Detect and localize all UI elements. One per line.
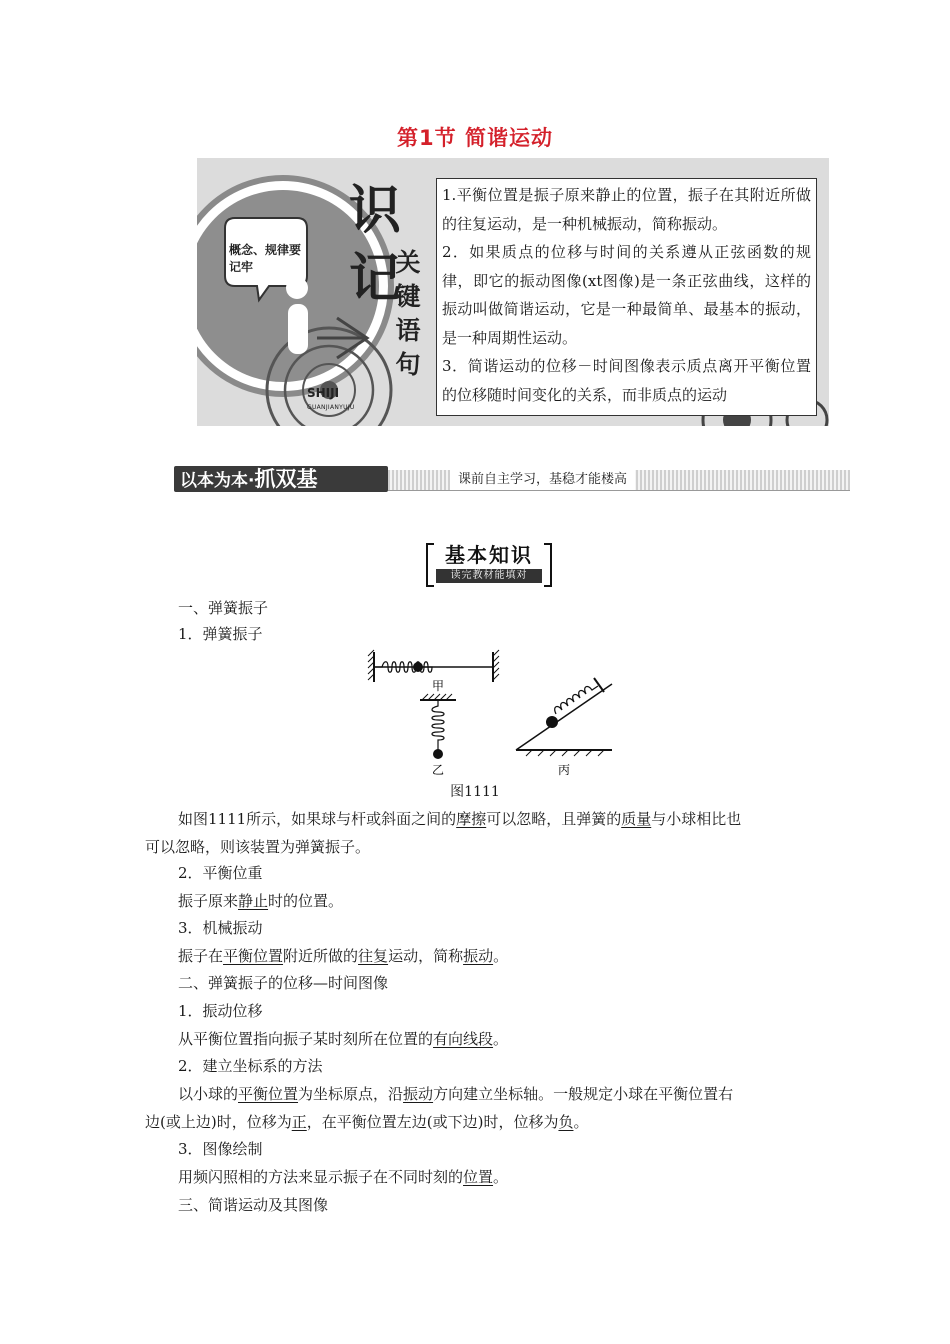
text-run: 。 [493,1168,509,1186]
text-run: 振子原来 [178,892,239,910]
guanjian-label: GUANJIANYUJU [307,404,355,411]
text-run: 从平衡位置指向振子某时刻所在位置的 [178,1030,434,1048]
text-run: 可以忽略，且弹簧的 [486,810,622,828]
heading-1-1: 1．弹簧振子 [178,625,263,643]
heading-1-3: 3．机械振动 [178,919,263,937]
vertical-char: 句 [395,350,421,379]
text-run: ，在平衡位置左边(或下边)时，位移为 [306,1113,559,1131]
bracket-left [426,543,434,587]
answer-blank: 振动 [403,1085,434,1103]
vertical-char: 语 [395,316,421,345]
section-header-bar [174,466,850,494]
answer-blank: 位置 [463,1168,494,1186]
key-points-box [436,178,817,416]
section-stripe [388,470,850,491]
key-point: 1.平衡位置是振子原来静止的位置，振子在其附近所做的往复运动，是一种机械振动，简称振动。 [442,186,811,233]
paragraph-line [178,945,508,967]
shiji-label: SHIJI [307,386,340,400]
text-run: 为坐标原点，沿 [298,1085,404,1103]
paragraph-line [178,808,741,830]
text-run: 时的位置。 [268,892,344,910]
text-run: 。 [493,947,509,965]
page-title: 第1节 简谐运动 [397,126,553,150]
answer-blank: 平衡位置 [238,1085,299,1103]
label-yi: 乙 [432,763,445,777]
answer-blank: 平衡位置 [223,947,284,965]
heading-2: 二、弹簧振子的位移—时间图像 [178,974,389,992]
bracket-right [544,543,552,587]
paragraph-line [145,1111,588,1133]
spring-oscillator-figure [366,648,616,778]
section-label [174,466,388,492]
paragraph-line: 可以忽略，则该装置为弹簧振子。 [145,838,371,856]
answer-blank: 往复 [358,947,389,965]
paragraph-line [178,1083,733,1105]
figure-caption: 图1111 [450,784,500,800]
heading-1-2: 2．平衡位重 [178,864,263,882]
answer-blank: 正 [291,1113,307,1131]
text-run: 以小球的 [178,1085,239,1103]
heading-3: 三、简谐运动及其图像 [178,1196,329,1214]
answer-blank: 负 [558,1113,574,1131]
answer-blank: 静止 [238,892,269,910]
text-run: 振子在 [178,947,224,965]
label-bing: 丙 [558,763,571,777]
answer-blank: 振动 [463,947,494,965]
paragraph-line [178,1166,508,1188]
answer-blank: 有向线段 [433,1030,494,1048]
label-jia: 甲 [432,679,445,693]
section-label-prefix: 以本为本· [180,471,255,491]
section-caption: 课前自主学习，基稳才能楼高 [450,470,635,490]
paragraph-line [178,890,343,912]
text-run: 边(或上边)时，位移为 [145,1113,292,1131]
text-run: 附近所做的 [283,947,359,965]
heading-1: 一、弹簧振子 [178,599,269,617]
key-points-banner [197,158,829,426]
answer-blank: 摩擦 [456,810,487,828]
vertical-char: 关 [395,248,421,277]
key-point: 2．如果质点的位移与时间的关系遵从正弦函数的规律，即它的振动图像(xt图像)是一条正弦曲线，这样的振动叫做简谐运动，它是一种最简单、最基本的振动，是一种周期性运动。 [442,243,811,347]
badge-title: 基本知识 [445,543,533,567]
vertical-key-phrase [395,246,421,382]
text-run: 方向建立坐标轴。一般规定小球在平衡位置右 [433,1085,734,1103]
badge-subtitle: 读完教材能填对 [436,569,542,583]
basic-knowledge-badge [426,543,552,585]
text-run: 运动，简称 [388,947,464,965]
text-run: 与小球相比也 [651,810,742,828]
paragraph-line [178,1028,508,1050]
big-char-ji: 记 [349,249,402,309]
heading-2-2: 2．建立坐标系的方法 [178,1057,323,1075]
answer-blank: 质量 [621,810,652,828]
heading-2-3: 3．图像绘制 [178,1140,263,1158]
text-run: 。 [573,1113,589,1131]
text-run: 。 [493,1030,509,1048]
text-run: 如图1111所示，如果球与杆或斜面之间的 [178,810,457,828]
big-char-shi: 识 [349,181,402,241]
heading-2-1: 1．振动位移 [178,1002,263,1020]
text-run: 用频闪照相的方法来显示振子在不同时刻的 [178,1168,464,1186]
section-label-emph: 抓双基 [254,467,318,491]
vertical-char: 键 [395,282,421,311]
key-point: 3．简谐运动的位移－时间图像表示质点离开平衡位置的位移随时间变化的关系，而非质点的运动 [442,357,811,404]
bubble-text: 概念、规律要记牢 [229,243,302,274]
